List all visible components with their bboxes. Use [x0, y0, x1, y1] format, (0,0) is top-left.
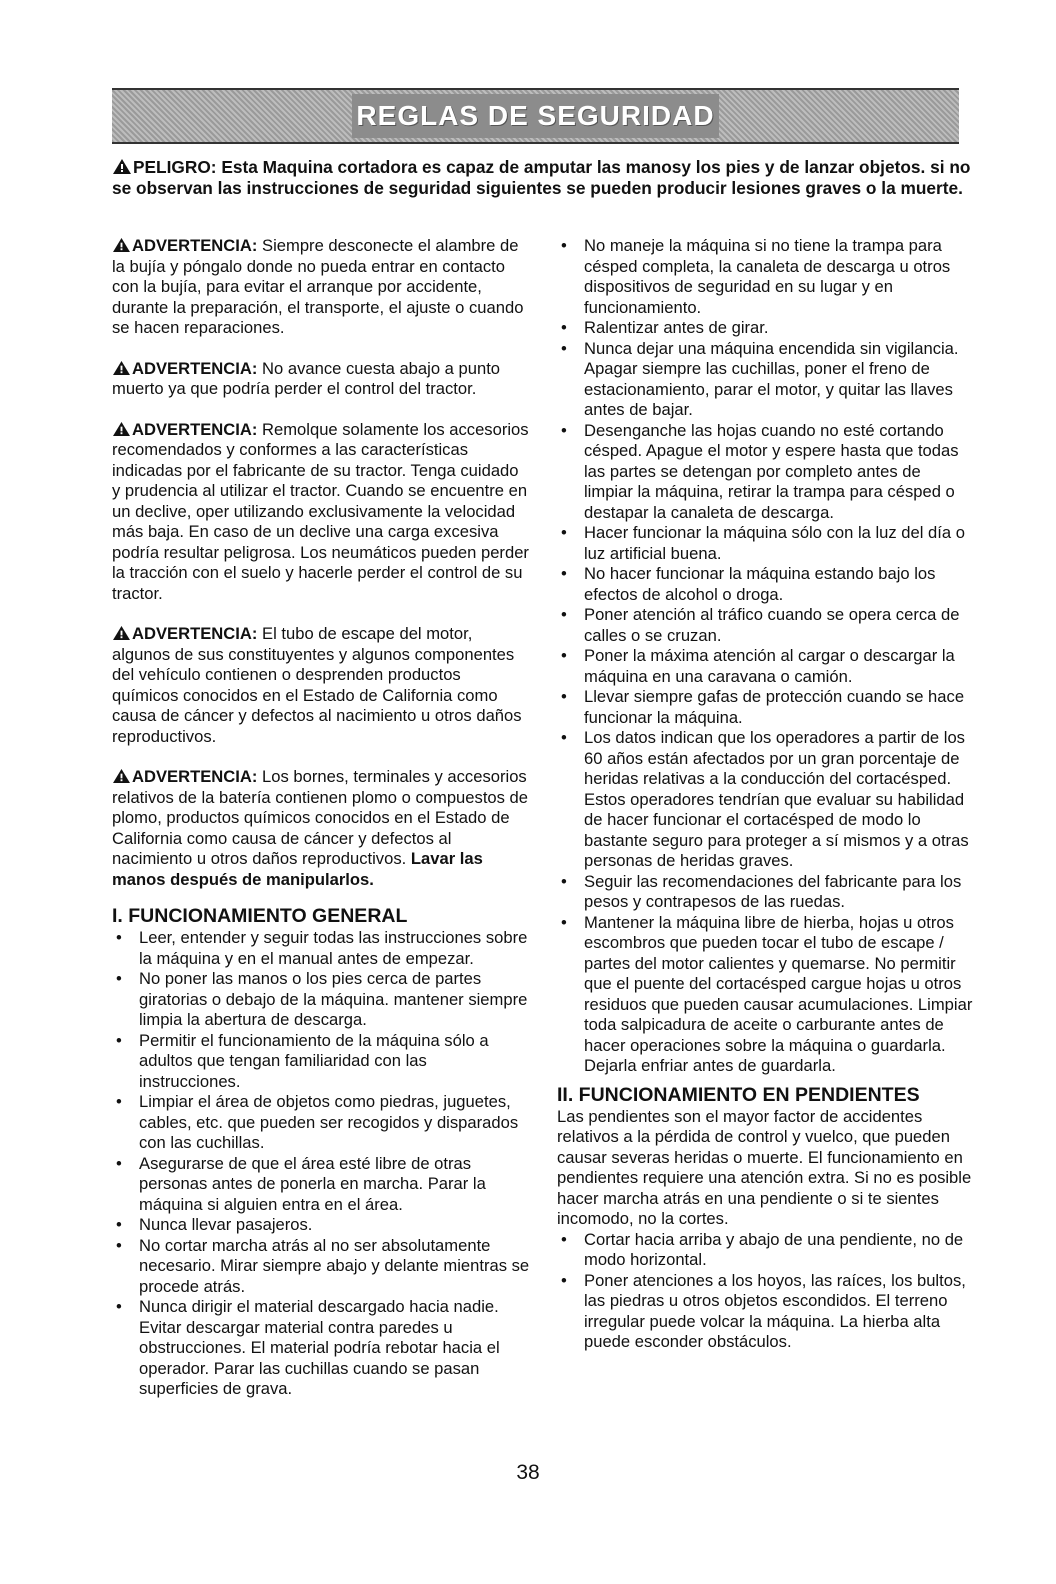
warning-label: ADVERTENCIA: — [132, 358, 258, 378]
list-item: • No cortar marcha atrás al no ser absolutamente necesario. Mirar siempre abajo y delante mientras se procede atrás. — [116, 1235, 530, 1296]
bullet: • — [116, 1092, 122, 1111]
list-item: • No poner las manos o los pies cerca de partes giratorias o debajo de la máquina. mantener siempre limpia la abertura de descarga. — [116, 969, 528, 1029]
warning-label: ADVERTENCIA: — [132, 419, 258, 439]
bullet: • — [116, 1297, 122, 1316]
list-item: • Permitir el funcionamiento de la máquina sólo a adultos que tengan familiaridad con las instrucciones. — [116, 1030, 489, 1091]
warning-text: Los bornes, terminales y accesorios relativos de la batería contienen plomo o compuestos de plomo, productos químicos conocidos en el Estado de California como causa de cáncer y defectos al nacimiento u otros daños reproductivos. — [112, 767, 529, 868]
warning-label: ADVERTENCIA: — [132, 236, 258, 255]
warning-label: ADVERTENCIA: — [132, 624, 258, 643]
slopes-intro: Las pendientes son el mayor factor de accidentes relativos a la pérdida de control y vuelco, que pueden causar severas heridas o muerte. El funcionamiento en pendientes requiere una atención extra. Si no es posible hacer marcha atrás en una pendiente o si te sientes incomodo, no la cortes. — [557, 1106, 972, 1228]
bullet: • — [116, 1215, 122, 1234]
danger-label: PELIGRO: — [133, 157, 217, 177]
list-item: • Seguir las recomendaciones del fabricante para los pesos y contrapesos de las ruedas. — [561, 871, 962, 911]
warning-triangle-icon — [112, 421, 131, 437]
warning-2 — [112, 359, 530, 400]
warning-triangle-icon — [112, 625, 131, 641]
list-item: • Asegurarse de que el área esté libre de otras personas antes de ponerla en marcha. Parar la máquina si alguien entra en el área. — [116, 1153, 486, 1214]
left-column — [112, 236, 530, 1400]
warning-4 — [112, 624, 530, 747]
bullet: • — [116, 1235, 122, 1255]
bullet: • — [116, 928, 122, 947]
list-item: • Nunca dejar una máquina encendida sin vigilancia. Apagar siempre las cuchillas, poner el freno de estacionamiento, parar el motor, y quitar las llaves antes de bajar. — [561, 338, 959, 419]
warning-triangle-icon — [112, 768, 131, 784]
warning-text: El tubo de escape del motor, algunos de sus constituyentes y algunos componentes del vehículo contienen o desprenden productos químicos conocidos en el Estado de California como causa de cáncer y defectos al nacimiento u otros daños reproductivos. — [112, 624, 522, 746]
warning-triangle-icon — [112, 158, 132, 175]
bullet: • — [561, 523, 567, 542]
list-item: • Desenganche las hojas cuando no esté cortando césped. Apague el motor y espere hasta que todas las partes se detengan por completo antes de limpiar la máquina, retirar la trampa para césped o destapar la canaleta de descarga. — [561, 420, 959, 522]
slopes-rules-list — [557, 1230, 973, 1353]
warning-text: Siempre desconecte el alambre de la bujía y póngalo donde no pueda entrar en contacto con la bujía, para evitar el arranque por accidente, durante la preparación, el transporte, el ajuste o cuando se hacen reparaciones. — [112, 236, 524, 337]
bullet: • — [116, 1030, 122, 1050]
bullet: • — [561, 646, 567, 665]
section-heading-slopes: II. FUNCIONAMIENTO EN PENDIENTES — [557, 1083, 920, 1106]
list-item: • Poner atención al tráfico cuando se opera cerca de calles o se cruzan. — [561, 605, 960, 645]
general-rules-list-continued — [557, 236, 973, 1077]
bullet: • — [561, 564, 567, 583]
bullet: • — [561, 687, 567, 706]
warning-1 — [112, 236, 530, 339]
bullet: • — [561, 871, 567, 891]
bullet: • — [561, 1270, 567, 1290]
list-item: • Llevar siempre gafas de protección cuando se hace funcionar la máquina. — [561, 687, 965, 727]
warning-emphasis: Lavar las manos después de manipularlos. — [112, 849, 483, 889]
bullet: • — [561, 605, 567, 624]
bullet: • — [116, 969, 122, 988]
list-item: • Poner la máxima atención al cargar o descargar la máquina en una caravana o camión. — [561, 646, 955, 686]
list-item: • Ralentizar antes de girar. — [561, 318, 769, 337]
right-column — [557, 236, 973, 1353]
warning-text: No avance cuesta abajo a punto muerto ya que podría perder el control del tractor. — [112, 358, 501, 398]
warning-5 — [112, 767, 530, 890]
warning-triangle-icon — [112, 360, 131, 376]
bullet: • — [561, 236, 567, 255]
warning-triangle-icon — [112, 237, 131, 253]
page-title: REGLAS DE SEGURIDAD — [356, 100, 715, 131]
list-item: • Nunca llevar pasajeros. — [116, 1215, 313, 1234]
bullet: • — [561, 318, 567, 337]
list-item: • Cortar hacia arriba y abajo de una pendiente, no de modo horizontal. — [561, 1229, 964, 1269]
bullet: • — [561, 338, 567, 358]
warning-3 — [112, 420, 530, 605]
bullet: • — [561, 728, 567, 747]
list-item: • Leer, entender y seguir todas las instrucciones sobre la máquina y en el manual antes de empezar. — [116, 928, 528, 968]
list-item: • No hacer funcionar la máquina estando bajo los efectos de alcohol o droga. — [561, 564, 936, 604]
page-number: 38 — [516, 1461, 540, 1484]
list-item: • Nunca dirigir el material descargado hacia nadie. Evitar descargar material contra paredes u obstrucciones. El material podría rebotar hacia el operador. Parar las cuchillas cuando se pasan superficies de grava. — [116, 1297, 500, 1398]
list-item: • Mantener la máquina libre de hierba, hojas u otros escombros que pueden tocar el tubo de escape / partes del motor calientes y quemarse. No permitir que el puente del cortacésped cargue hojas u otros residuos que pueden causar acumulaciones. Limpiar toda salpicadura de aceite o carburante antes de hacer operaciones sobre la máquina o guardarla. Dejarla enfriar antes de guardarla. — [561, 912, 973, 1075]
bullet: • — [116, 1153, 122, 1173]
title-banner — [112, 88, 959, 144]
list-item: • Poner atenciones a los hoyos, las raíces, los bultos, las piedras u otros objetos escondidos. El terreno irregular puede volcar la máquina. La hierba alta puede esconder obstáculos. — [561, 1270, 966, 1351]
section-heading-general: I. FUNCIONAMIENTO GENERAL — [112, 905, 408, 927]
danger-notice — [112, 157, 984, 199]
bullet: • — [561, 912, 567, 932]
general-rules-list — [112, 928, 530, 1400]
list-item: • Hacer funcionar la máquina sólo con la luz del día o luz artificial buena. — [561, 523, 965, 563]
warning-text: Remolque solamente los accesorios recomendados y conformes a las características indicadas por el fabricante de su tractor. Tenga cuidado y prudencia al utilizar el tractor. Cuando se encuentre en un declive, oper utilizando exclusivamente la velocidad más baja. En caso de un declive una carga excesiva podría resultar peligrosa. Los neumáticos pueden perder la tracción con el suelo y hacerle perder el control de su tractor. — [112, 419, 529, 603]
list-item: • No maneje la máquina si no tiene la trampa para césped completa, la canaleta de descarga u otros dispositivos de seguridad en su lugar y en funcionamiento. — [561, 236, 951, 317]
list-item: • Limpiar el área de objetos como piedras, juguetes, cables, etc. que pueden ser recogidos y disparados con las cuchillas. — [116, 1092, 519, 1152]
danger-text: Esta Maquina cortadora es capaz de amputar las manosy los pies y de lanzar objetos. si no se observan las instrucciones de seguridad siguientes se pueden producir lesiones graves o la muerte. — [112, 157, 971, 198]
bullet: • — [561, 1229, 567, 1249]
bullet: • — [561, 420, 567, 440]
list-item: • Los datos indican que los operadores a partir de los 60 años están afectados por un gran porcentaje de heridas relativas a la conducción del cortacésped. Estos operadores tendrían que evaluar su habilidad de hacer funcionar el cortacésped de modo lo bastante seguro para proteger a sí mismos y a otras personas de heridas graves. — [561, 728, 969, 870]
warning-label: ADVERTENCIA: — [132, 767, 258, 786]
